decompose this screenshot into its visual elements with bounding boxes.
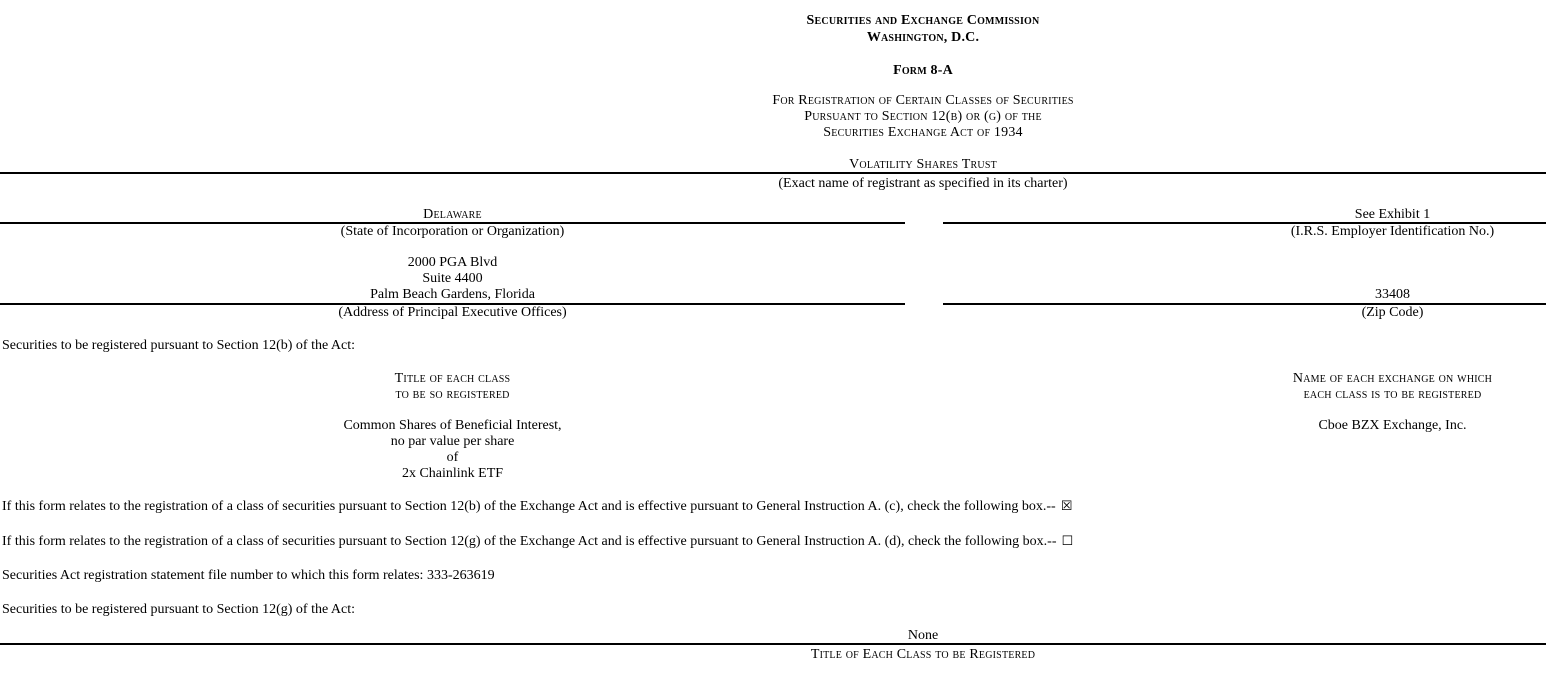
registration-purpose-line-2: Pursuant to Section 12(b) or (g) of the <box>804 109 1042 124</box>
exchange-name: Cboe BZX Exchange, Inc. <box>1318 418 1467 433</box>
section-12g-caption: Title of Each Class to be Registered <box>810 647 1036 662</box>
address-caption: (Address of Principal Executive Offices) <box>338 305 567 320</box>
class-title-line-4: 2x Chainlink ETF <box>401 466 504 481</box>
checkbox-12b-paragraph <box>0 499 1546 515</box>
section-12g-value: None <box>907 628 939 643</box>
checkbox-12g-paragraph <box>0 534 1546 550</box>
address-value <box>0 255 905 305</box>
exchange-name-cell <box>943 418 1546 482</box>
registration-purpose <box>300 93 1546 141</box>
irs-employer-id: See Exhibit 1 <box>943 207 1546 224</box>
agency-city: Washington, D.C. <box>866 30 980 45</box>
full-width-rule-registrant <box>0 172 1546 174</box>
file-number-line: Securities Act registration statement file number to which this form relates: 333-263619 <box>2 568 495 583</box>
irs-caption: (I.R.S. Employer Identification No.) <box>1290 224 1495 239</box>
checkbox-12b-text: If this form relates to the registration of a class of securities pursuant to Section 12(b) of the Exchange Act and is effective pursuant to General Instruction A. (c), check the following box.-- <box>2 499 1056 514</box>
form-title: Form 8-A <box>893 63 953 78</box>
column-gap <box>905 207 943 240</box>
class-title <box>0 418 905 482</box>
checked-checkbox-icon: ☒ <box>1060 499 1073 514</box>
registrant-name-caption: (Exact name of registrant as specified in its charter) <box>778 176 1068 191</box>
address-line-2: Suite 4400 <box>422 271 483 286</box>
address-line-1: 2000 PGA Blvd <box>407 255 498 270</box>
state-caption: (State of Incorporation or Organization) <box>340 224 565 239</box>
section-12b-intro: Securities to be registered pursuant to Section 12(b) of the Act: <box>2 338 356 353</box>
agency-name: Securities and Exchange Commission <box>806 13 1040 28</box>
full-width-rule-12g <box>0 643 1546 645</box>
exchange-header <box>943 371 1546 403</box>
registrant-name: Volatility Shares Trust <box>849 157 997 172</box>
state-of-incorporation: Delaware <box>0 207 905 224</box>
incorporation-cell <box>0 207 905 240</box>
class-header-line-1: Title of each class <box>394 371 511 386</box>
column-gap <box>905 255 943 321</box>
address-line-3: Palm Beach Gardens, Florida <box>370 287 535 302</box>
zip-caption: (Zip Code) <box>1361 305 1424 320</box>
exchange-header-line-2: each class is to be registered <box>1303 387 1482 402</box>
zip-code: 33408 <box>943 255 1546 305</box>
unchecked-checkbox-icon: ☐ <box>1061 534 1074 549</box>
registration-purpose-line-3: Securities Exchange Act of 1934 <box>823 125 1023 140</box>
class-exchange-values-row <box>0 418 1546 482</box>
column-gap <box>905 418 943 482</box>
class-title-line-1: Common Shares of Beneficial Interest, <box>343 418 562 433</box>
address-zip-row <box>0 255 1546 321</box>
incorporation-irs-row <box>0 207 1546 240</box>
column-gap <box>905 371 943 403</box>
class-header <box>0 371 905 403</box>
address-cell <box>0 255 905 321</box>
exchange-header-line-1: Name of each exchange on which <box>1292 371 1493 386</box>
class-title-line-3: of <box>446 450 459 465</box>
irs-cell <box>943 207 1546 240</box>
class-title-line-2: no par value per share <box>390 434 515 449</box>
class-exchange-headers-row <box>0 371 1546 403</box>
section-12g-intro: Securities to be registered pursuant to Section 12(g) of the Act: <box>2 602 356 617</box>
class-header-line-2: to be so registered <box>395 387 510 402</box>
checkbox-12g-text: If this form relates to the registration of a class of securities pursuant to Section 12(g) of the Exchange Act and is effective pursuant to General Instruction A. (d), check the following box.-- <box>2 534 1057 549</box>
zip-cell <box>943 255 1546 321</box>
registration-purpose-line-1: For Registration of Certain Classes of Securities <box>772 93 1074 108</box>
